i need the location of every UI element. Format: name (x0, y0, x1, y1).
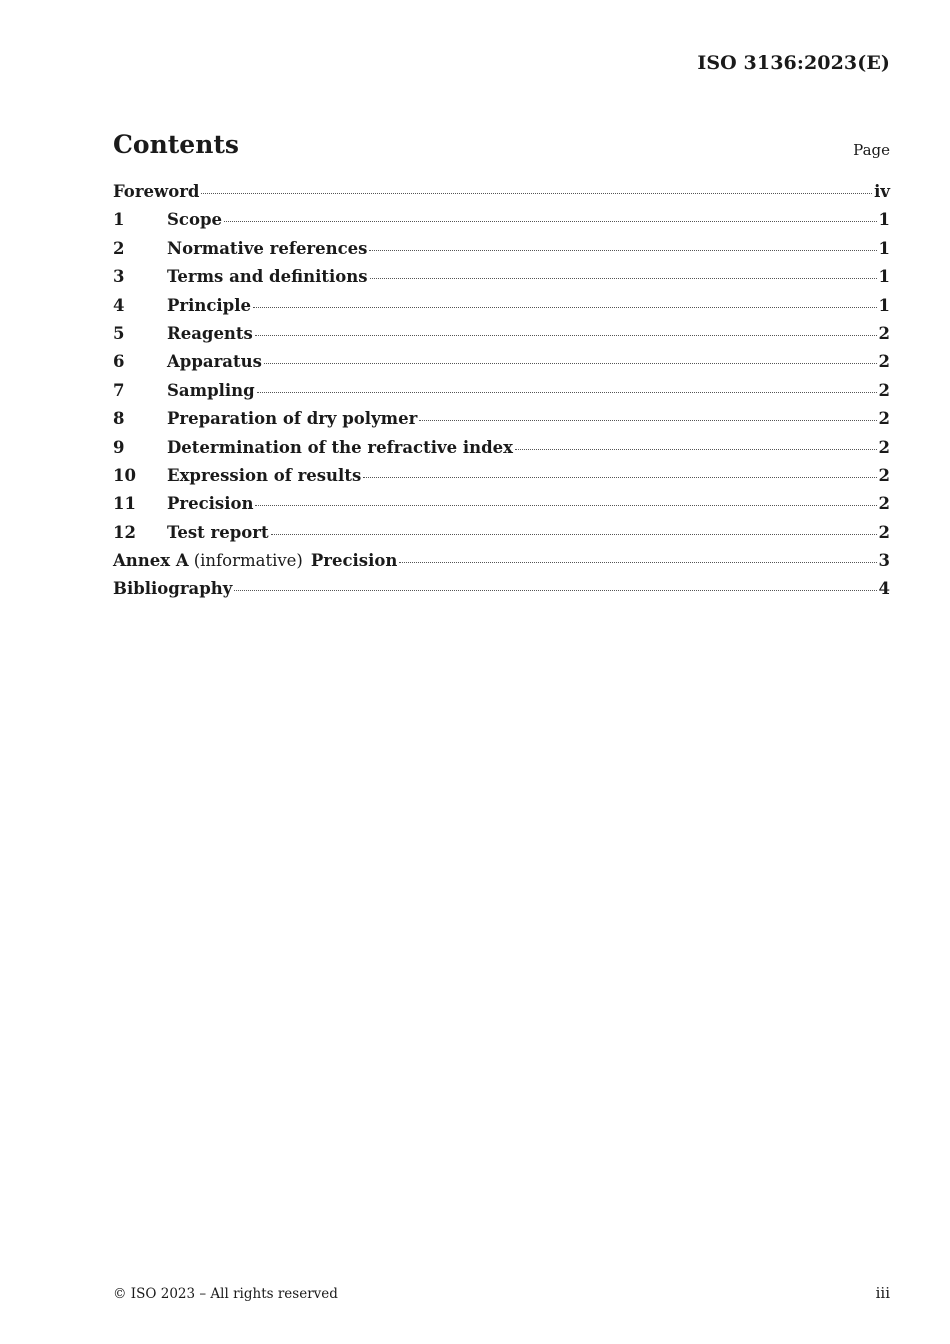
dot-leader (255, 335, 877, 336)
toc-entry-number: 10 (113, 465, 136, 485)
toc-entry-annex-a[interactable] (113, 551, 890, 579)
toc-entry-terms-and-definitions[interactable] (113, 267, 890, 295)
toc-entry-page: 1 (878, 295, 890, 315)
dot-leader (201, 193, 872, 194)
toc-entry-sampling[interactable] (113, 381, 890, 409)
toc-entry-title: Scope (167, 210, 223, 230)
toc-entry-reagents[interactable] (113, 324, 890, 352)
toc-entry-apparatus[interactable] (113, 352, 890, 380)
annex-type: (informative) (193, 551, 303, 571)
toc-entry-precision[interactable] (113, 494, 890, 522)
toc-entry-page: iv (874, 182, 890, 201)
dot-leader (255, 505, 876, 506)
toc-entry-number: 2 (113, 238, 125, 258)
page-column-label: Page (853, 141, 890, 159)
toc-entry-test-report[interactable] (113, 523, 890, 551)
document-id: ISO 3136:2023(E) (697, 52, 890, 74)
toc-entry-page: 2 (878, 352, 890, 372)
toc-entry-title: Bibliography (113, 579, 233, 599)
toc-entry-title: Reagents (167, 323, 253, 343)
toc-entry-page: 1 (878, 210, 890, 230)
dot-leader (370, 278, 877, 279)
dot-leader (271, 534, 877, 535)
toc-entry-title: Foreword (113, 182, 200, 201)
toc-entry-expression-of-results[interactable] (113, 466, 890, 494)
toc-entry-number: 5 (113, 323, 125, 343)
dot-leader (253, 307, 877, 308)
toc-entry-title: Normative references (167, 238, 368, 258)
dot-leader (257, 392, 877, 393)
dot-leader (369, 250, 876, 251)
copyright-notice: © ISO 2023 – All rights reserved (113, 1286, 338, 1302)
toc-entry-title: Expression of results (167, 465, 362, 485)
toc-entry-bibliography[interactable] (113, 579, 890, 607)
toc-entry-title: Determination of the refractive index (167, 437, 513, 457)
dot-leader (399, 562, 876, 563)
toc-entry-page: 2 (878, 465, 890, 485)
toc-entry-title: Precision (167, 494, 254, 514)
toc-entry-number: 7 (113, 380, 125, 400)
toc-entry-page: 1 (878, 238, 890, 258)
contents-heading: Contents (113, 130, 240, 159)
dot-leader (234, 590, 876, 591)
toc-entry-page: 3 (878, 551, 890, 571)
toc-entry-title: Principle (167, 295, 251, 315)
toc-entry-page: 2 (878, 380, 890, 400)
toc-entry-page: 1 (878, 267, 890, 287)
toc-entry-determination-of-refractive-index[interactable] (113, 438, 890, 466)
toc-entry-principle[interactable] (113, 296, 890, 324)
toc-entry-page: 2 (878, 522, 890, 542)
toc-entry-page: 2 (878, 323, 890, 343)
toc-entry-page: 4 (878, 579, 890, 599)
toc-entry-title: Sampling (167, 380, 255, 400)
toc-entry-page: 2 (878, 409, 890, 429)
toc-entry-number: 6 (113, 352, 125, 372)
annex-title: Precision (310, 551, 398, 571)
annex-label: Annex A (113, 551, 189, 571)
toc-entry-number: 9 (113, 437, 125, 457)
dot-leader (224, 221, 877, 222)
toc-entry-page: 2 (878, 437, 890, 457)
page-number: iii (875, 1284, 890, 1302)
toc-entry-number: 12 (113, 522, 136, 542)
dot-leader (419, 420, 876, 421)
toc-entry-preparation-of-dry-polymer[interactable] (113, 409, 890, 437)
dot-leader (515, 449, 877, 450)
table-of-contents (113, 182, 890, 608)
toc-entry-page: 2 (878, 494, 890, 514)
toc-entry-title: Apparatus (167, 352, 262, 372)
toc-entry-number: 4 (113, 295, 125, 315)
toc-entry-number: 11 (113, 494, 136, 514)
toc-entry-normative-references[interactable] (113, 239, 890, 267)
toc-entry-number: 8 (113, 409, 125, 429)
dot-leader (363, 477, 876, 478)
toc-entry-title: Terms and definitions (167, 267, 368, 287)
toc-entry-title: Test report (167, 522, 269, 542)
toc-entry-scope[interactable] (113, 210, 890, 238)
toc-entry-foreword[interactable] (113, 182, 890, 210)
dot-leader (264, 363, 877, 364)
toc-entry-title: Preparation of dry polymer (167, 409, 418, 429)
toc-entry-number: 1 (113, 210, 125, 230)
toc-entry-number: 3 (113, 267, 125, 287)
annex-entry (113, 551, 397, 570)
